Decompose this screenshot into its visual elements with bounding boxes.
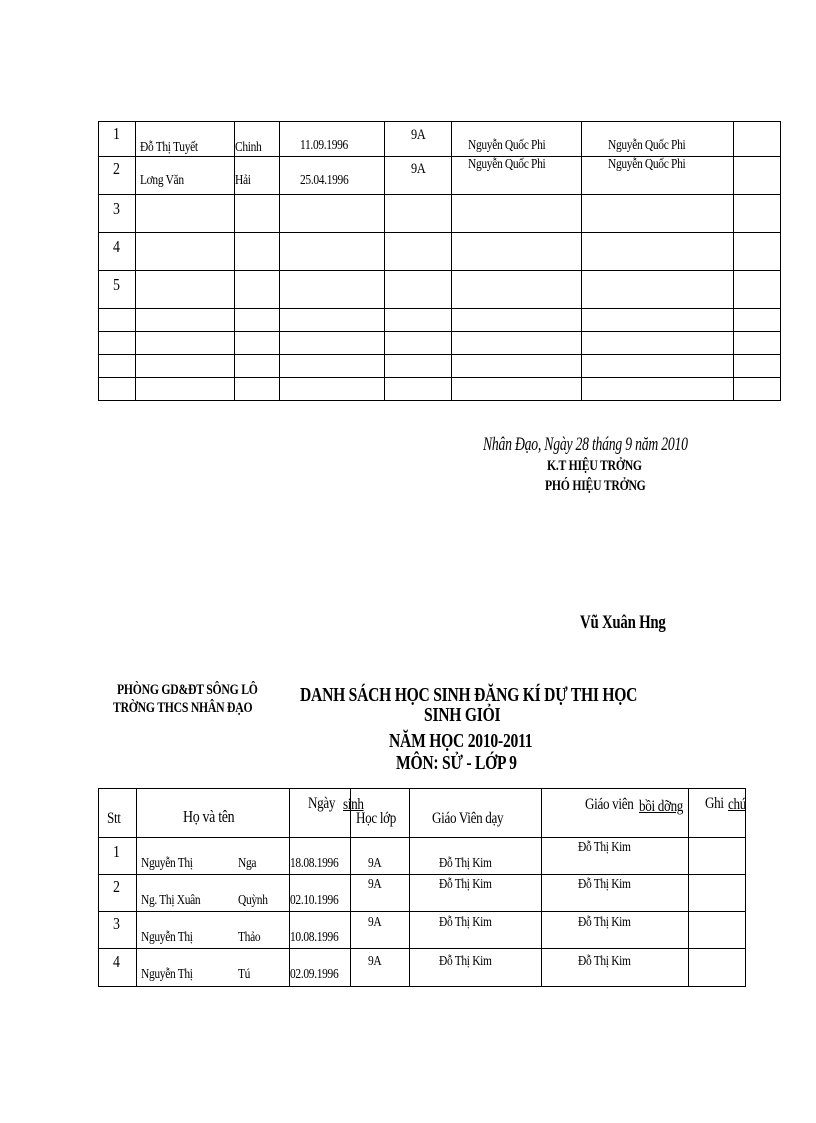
header-row — [99, 789, 746, 838]
doc-title-line-1: DANH SÁCH HỌC SINH ĐĂNG KÍ DỰ THI HỌC — [300, 684, 638, 706]
table-row — [99, 309, 781, 332]
note-cell — [734, 157, 781, 195]
coach-cell: Đỗ Thị Kim — [541, 875, 688, 912]
table-row — [99, 378, 781, 401]
stt-cell: 4 — [99, 949, 137, 987]
name-cell: Nga — [238, 838, 290, 875]
table-row — [99, 233, 781, 271]
header-coach: Giáo viên bồi dỡng — [541, 789, 688, 838]
teacher-cell: Đỗ Thị Kim — [409, 838, 541, 875]
header-note: Ghi chú — [688, 789, 745, 838]
name-cell: Thảo — [238, 912, 290, 949]
stt-cell: 3 — [99, 195, 136, 233]
dob-cell: 25.04.1996 — [280, 157, 385, 195]
surname-cell: Đỗ Thị Tuyết — [136, 122, 235, 157]
table-row — [99, 332, 781, 355]
table-row — [99, 949, 746, 987]
header-class: Học lớp — [351, 789, 409, 838]
name-cell: Chinh — [235, 122, 280, 157]
teacher-cell: Đỗ Thị Kim — [409, 912, 541, 949]
teacher-cell: Nguyễn Quốc Phi — [452, 157, 582, 195]
note-cell — [734, 122, 781, 157]
dob-cell: 10.08.1996 — [290, 912, 351, 949]
class-cell: 9A — [385, 157, 452, 195]
table-row — [99, 838, 746, 875]
student-table-2 — [98, 788, 746, 987]
signature-title-1: K.T HIỆU TRỞNG — [547, 458, 642, 474]
stt-cell: 2 — [99, 875, 137, 912]
class-cell: 9A — [351, 838, 409, 875]
class-cell: 9A — [351, 912, 409, 949]
table-row — [99, 122, 781, 157]
header-stt: Stt — [99, 789, 137, 838]
name-cell: Hải — [235, 157, 280, 195]
department-line-1: PHÒNG GD&ĐT SÔNG LÔ — [117, 682, 258, 698]
note-cell — [688, 875, 745, 912]
teacher-cell: Nguyễn Quốc Phi — [452, 122, 582, 157]
coach-cell: Đỗ Thị Kim — [541, 838, 688, 875]
table-row — [99, 195, 781, 233]
header-teacher: Giáo Viên dạy — [409, 789, 541, 838]
dob-cell: 02.10.1996 — [290, 875, 351, 912]
doc-title-line-2: SINH GIỎI — [424, 704, 501, 726]
header-name: Họ và tên — [136, 789, 289, 838]
coach-cell: Nguyễn Quốc Phi — [582, 122, 734, 157]
stt-cell: 1 — [99, 838, 137, 875]
note-cell — [688, 949, 745, 987]
surname-cell: Nguyễn Thị — [136, 949, 237, 987]
coach-cell: Nguyễn Quốc Phi — [582, 157, 734, 195]
dob-cell: 18.08.1996 — [290, 838, 351, 875]
surname-cell: Ng. Thị Xuân — [136, 875, 237, 912]
doc-title-line-4: MÔN: SỬ - LỚP 9 — [396, 752, 517, 774]
note-cell — [688, 912, 745, 949]
surname-cell: Lơng Văn — [136, 157, 235, 195]
teacher-cell: Đỗ Thị Kim — [409, 949, 541, 987]
header-dob: Ngày sinh — [290, 789, 351, 838]
table-row — [99, 157, 781, 195]
coach-cell: Đỗ Thị Kim — [541, 949, 688, 987]
class-cell: 9A — [351, 949, 409, 987]
class-cell: 9A — [351, 875, 409, 912]
surname-cell: Nguyễn Thị — [136, 912, 237, 949]
stt-cell: 5 — [99, 271, 136, 309]
signature-title-2: PHÓ HIỆU TRỞNG — [545, 478, 646, 494]
table-row — [99, 271, 781, 309]
name-cell: Tú — [238, 949, 290, 987]
table-row — [99, 875, 746, 912]
stt-cell: 4 — [99, 233, 136, 271]
stt-cell: 2 — [99, 157, 136, 195]
place-date: Nhân Đạo, Ngày 28 tháng 9 năm 2010 — [483, 434, 688, 455]
note-cell — [688, 838, 745, 875]
department-line-2: TRỜNG THCS NHÂN ĐẠO — [113, 700, 253, 716]
stt-cell: 1 — [99, 122, 136, 157]
class-cell: 9A — [385, 122, 452, 157]
doc-title-line-3: NĂM HỌC 2010-2011 — [389, 730, 533, 752]
surname-cell: Nguyễn Thị — [136, 838, 237, 875]
name-cell: Quỳnh — [238, 875, 290, 912]
teacher-cell: Đỗ Thị Kim — [409, 875, 541, 912]
dob-cell: 02.09.1996 — [290, 949, 351, 987]
dob-cell: 11.09.1996 — [280, 122, 385, 157]
signer-name: Vũ Xuân Hng — [580, 612, 666, 633]
coach-cell: Đỗ Thị Kim — [541, 912, 688, 949]
student-table-1 — [98, 121, 781, 401]
stt-cell: 3 — [99, 912, 137, 949]
table-row — [99, 355, 781, 378]
table-row — [99, 912, 746, 949]
